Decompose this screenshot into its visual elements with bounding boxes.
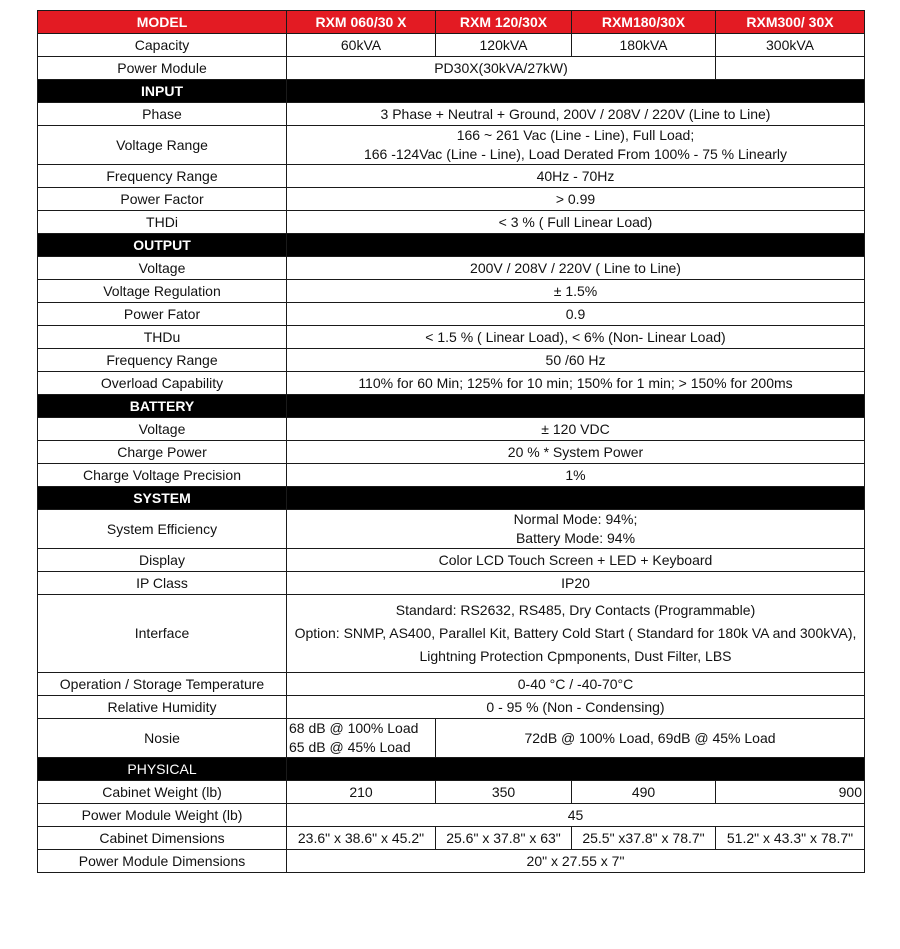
phase-value: 3 Phase + Neutral + Ground, 200V / 208V / 220V (Line to Line) (287, 103, 865, 126)
input-power-factor-row (38, 188, 865, 211)
row-label: Voltage (38, 418, 287, 441)
row-label: Capacity (38, 34, 287, 57)
output-power-factor-value: 0.9 (287, 303, 865, 326)
section-fill (287, 395, 865, 418)
overload-value: 110% for 60 Min; 125% for 10 min; 150% for 1 min; > 150% for 200ms (287, 372, 865, 395)
value-line: 166 ~ 261 Vac (Line - Line), Full Load; (456, 127, 695, 143)
output-frequency-row (38, 349, 865, 372)
cabinet-weight-value: 210 (287, 781, 436, 804)
row-label: THDi (38, 211, 287, 234)
output-voltage-row (38, 257, 865, 280)
thdi-value: < 3 % ( Full Linear Load) (287, 211, 865, 234)
section-title: PHYSICAL (38, 758, 287, 781)
cabinet-dimension-value: 23.6" x 38.6" x 45.2" (287, 827, 436, 850)
value-line: 65 dB @ 45% Load (289, 739, 411, 755)
cabinet-dimension-value: 25.5" x37.8" x 78.7" (572, 827, 716, 850)
noise-first-value (287, 719, 436, 758)
row-label: THDu (38, 326, 287, 349)
section-physical (38, 758, 865, 781)
cabinet-weight-value: 490 (572, 781, 716, 804)
efficiency-row (38, 510, 865, 549)
row-label: Power Fator (38, 303, 287, 326)
output-frequency-value: 50 /60 Hz (287, 349, 865, 372)
section-battery (38, 395, 865, 418)
module-dimensions-value: 20" x 27.55 x 7" (287, 850, 865, 873)
row-label: Frequency Range (38, 165, 287, 188)
section-fill (287, 234, 865, 257)
row-label: Power Factor (38, 188, 287, 211)
efficiency-value (287, 510, 865, 549)
power-module-empty (716, 57, 865, 80)
charge-precision-value: 1% (287, 464, 865, 487)
voltage-regulation-row (38, 280, 865, 303)
section-title: BATTERY (38, 395, 287, 418)
spec-table (37, 10, 865, 873)
model-name: RXM300/ 30X (716, 11, 865, 34)
value-line: Battery Mode: 94% (515, 530, 636, 546)
row-label: Power Module Dimensions (38, 850, 287, 873)
value-line: 68 dB @ 100% Load (289, 720, 419, 736)
temperature-row (38, 673, 865, 696)
output-power-factor-row (38, 303, 865, 326)
row-label: Power Module Weight (lb) (38, 804, 287, 827)
value-line: 166 -124Vac (Line - Line), Load Derated From 100% - 75 % Linearly (363, 146, 788, 162)
section-fill (287, 487, 865, 510)
module-dimensions-row (38, 850, 865, 873)
cabinet-weight-value: 900 (716, 781, 865, 804)
row-label: Power Module (38, 57, 287, 80)
section-fill (287, 80, 865, 103)
thdu-value: < 1.5 % ( Linear Load), < 6% (Non- Linear Load) (287, 326, 865, 349)
row-label: Nosie (38, 719, 287, 758)
module-weight-row (38, 804, 865, 827)
voltage-regulation-value: ± 1.5% (287, 280, 865, 303)
phase-row (38, 103, 865, 126)
interface-row (38, 595, 865, 673)
row-label: Charge Voltage Precision (38, 464, 287, 487)
value-line: Standard: RS2632, RS485, Dry Contacts (Programmable) (395, 602, 756, 618)
cabinet-dimensions-row (38, 827, 865, 850)
module-weight-value: 45 (287, 804, 865, 827)
interface-value (287, 595, 865, 673)
cabinet-dimension-value: 51.2" x 43.3" x 78.7" (716, 827, 865, 850)
row-label: Phase (38, 103, 287, 126)
humidity-value: 0 - 95 % (Non - Condensing) (287, 696, 865, 719)
capacity-value: 60kVA (287, 34, 436, 57)
capacity-value: 300kVA (716, 34, 865, 57)
row-label: Display (38, 549, 287, 572)
battery-voltage-value: ± 120 VDC (287, 418, 865, 441)
row-label: Relative Humidity (38, 696, 287, 719)
value-line: Normal Mode: 94%; (513, 511, 638, 527)
power-factor-value: > 0.99 (287, 188, 865, 211)
row-label: Voltage Range (38, 126, 287, 165)
voltage-range-row (38, 126, 865, 165)
model-name: RXM 060/30 X (287, 11, 436, 34)
row-label: Charge Power (38, 441, 287, 464)
power-module-value: PD30X(30kVA/27kW) (287, 57, 716, 80)
row-label: Interface (38, 595, 287, 673)
voltage-range-value (287, 126, 865, 165)
row-label: Overload Capability (38, 372, 287, 395)
model-name: RXM180/30X (572, 11, 716, 34)
model-header-row (38, 11, 865, 34)
thdu-row (38, 326, 865, 349)
ip-class-value: IP20 (287, 572, 865, 595)
display-value: Color LCD Touch Screen + LED + Keyboard (287, 549, 865, 572)
row-label: IP Class (38, 572, 287, 595)
charge-power-row (38, 441, 865, 464)
cabinet-weight-row (38, 781, 865, 804)
display-row (38, 549, 865, 572)
section-input (38, 80, 865, 103)
section-title: OUTPUT (38, 234, 287, 257)
row-label: Voltage Regulation (38, 280, 287, 303)
cabinet-dimension-value: 25.6" x 37.8" x 63" (436, 827, 572, 850)
humidity-row (38, 696, 865, 719)
power-module-row (38, 57, 865, 80)
noise-row (38, 719, 865, 758)
section-fill (287, 758, 865, 781)
section-title: INPUT (38, 80, 287, 103)
input-frequency-row (38, 165, 865, 188)
thdi-row (38, 211, 865, 234)
output-voltage-value: 200V / 208V / 220V ( Line to Line) (287, 257, 865, 280)
capacity-value: 180kVA (572, 34, 716, 57)
charge-precision-row (38, 464, 865, 487)
row-label: Cabinet Weight (lb) (38, 781, 287, 804)
overload-row (38, 372, 865, 395)
frequency-value: 40Hz - 70Hz (287, 165, 865, 188)
battery-voltage-row (38, 418, 865, 441)
model-name: RXM 120/30X (436, 11, 572, 34)
noise-rest-value: 72dB @ 100% Load, 69dB @ 45% Load (436, 719, 865, 758)
ip-class-row (38, 572, 865, 595)
cabinet-weight-value: 350 (436, 781, 572, 804)
value-line: Option: SNMP, AS400, Parallel Kit, Battery Cold Start ( Standard for 180k VA and 300kVA), (294, 625, 857, 641)
row-label: Cabinet Dimensions (38, 827, 287, 850)
capacity-row (38, 34, 865, 57)
temperature-value: 0-40 °C / -40-70°C (287, 673, 865, 696)
row-label: Voltage (38, 257, 287, 280)
row-label: Operation / Storage Temperature (38, 673, 287, 696)
model-header-label: MODEL (38, 11, 287, 34)
capacity-value: 120kVA (436, 34, 572, 57)
section-output (38, 234, 865, 257)
row-label: Frequency Range (38, 349, 287, 372)
row-label: System Efficiency (38, 510, 287, 549)
section-system (38, 487, 865, 510)
charge-power-value: 20 % * System Power (287, 441, 865, 464)
section-title: SYSTEM (38, 487, 287, 510)
value-line: Lightning Protection Cpmponents, Dust Filter, LBS (419, 648, 732, 664)
